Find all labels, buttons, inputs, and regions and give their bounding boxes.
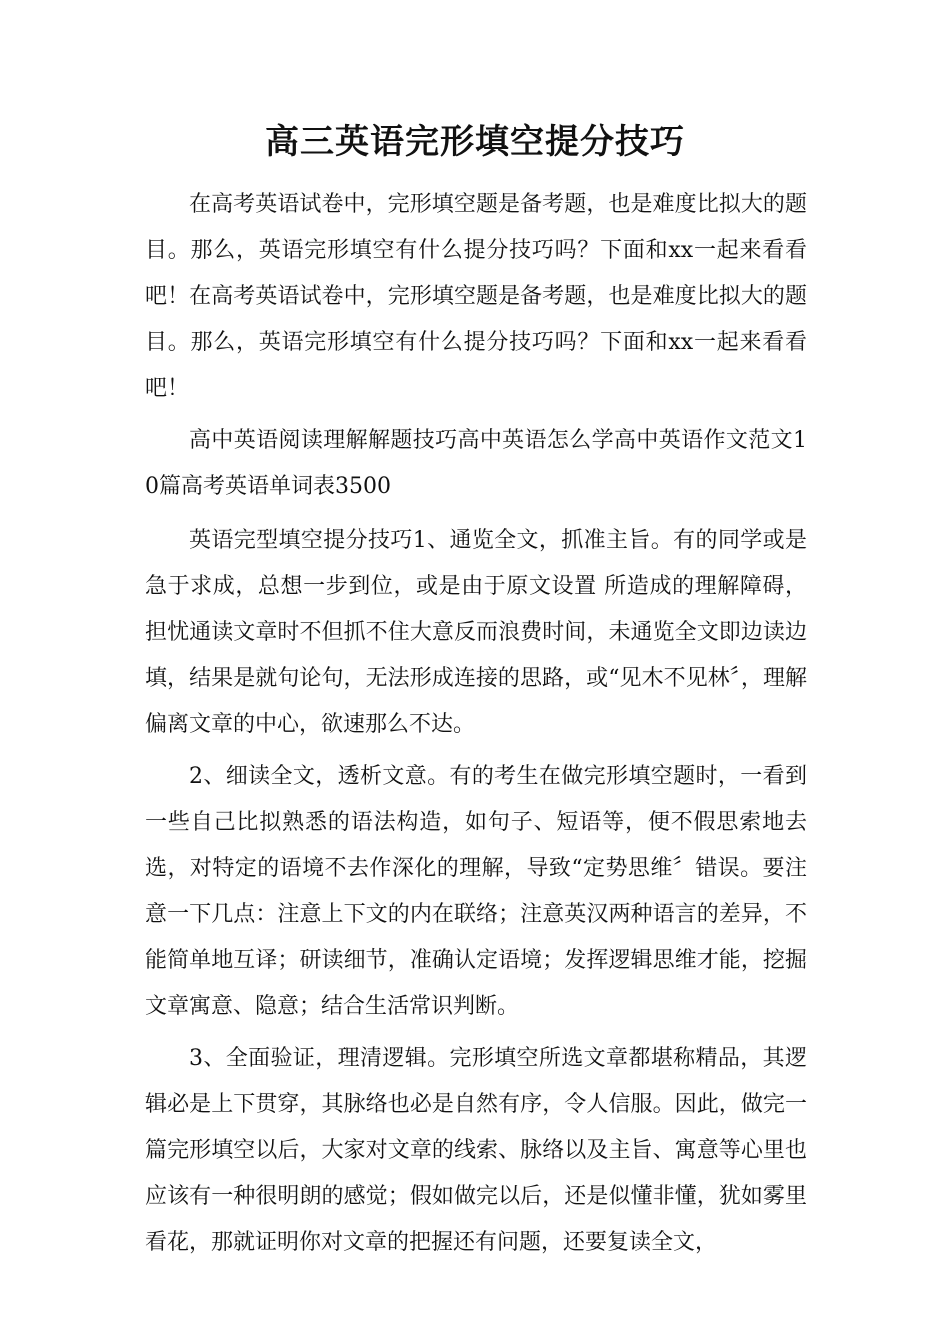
paragraph-tip-2: 2、细读全文，透析文意。有的考生在做完形填空题时，一看到一些自己比拟熟悉的语法构造，如句子、短语等，便不假思索地去选，对特定的语境不去作深化的理解，导致“定势思维〞错误。要注意一下几点：注意上下文的内在联络；注意英汉两种语言的差异，不能简单地互译；研读细节，准确认定语境；发挥逻辑思维才能，挖掘文章寓意、隐意；结合生活常识判断。 [145, 764, 807, 1019]
document-title: 高三英语完形填空提分技巧 [265, 122, 685, 162]
paragraph-tip-1: 英语完型填空提分技巧1、通览全文，抓准主旨。有的同学或是急于求成，总想一步到位，或是由于原文设置 所造成的理解障碍，担忧通读文章时不但抓不住大意反而浪费时间，未通览全文即边读边填，结果是就句论句，无法形成连接的思路，或“见木不见林〞，理解偏离文章的中心，欲速那么不达。 [145, 528, 807, 737]
paragraph-tip-3: 3、全面验证，理清逻辑。完形填空所选文章都堪称精品，其逻辑必是上下贯穿，其脉络也必是自然有序，令人信服。因此，做完一篇完形填空以后，大家对文章的线索、脉络以及主旨、寓意等心里也应该有一种很明朗的感觉；假如做完以后，还是似懂非懂，犹如雾里看花，那就证明你对文章的把握还有问题，还要复读全文， [145, 1046, 807, 1255]
document-body [145, 182, 807, 1272]
paragraph-related-links: 高中英语阅读理解解题技巧高中英语怎么学高中英语作文范文10篇高考英语单词表3500 [145, 428, 807, 499]
paragraph-intro: 在高考英语试卷中，完形填空题是备考题，也是难度比拟大的题目。那么，英语完形填空有什么提分技巧吗？下面和xx一起来看看吧！在高考英语试卷中，完形填空题是备考题，也是难度比拟大的题目。那么，英语完形填空有什么提分技巧吗？下面和xx一起来看看吧！ [145, 192, 807, 401]
